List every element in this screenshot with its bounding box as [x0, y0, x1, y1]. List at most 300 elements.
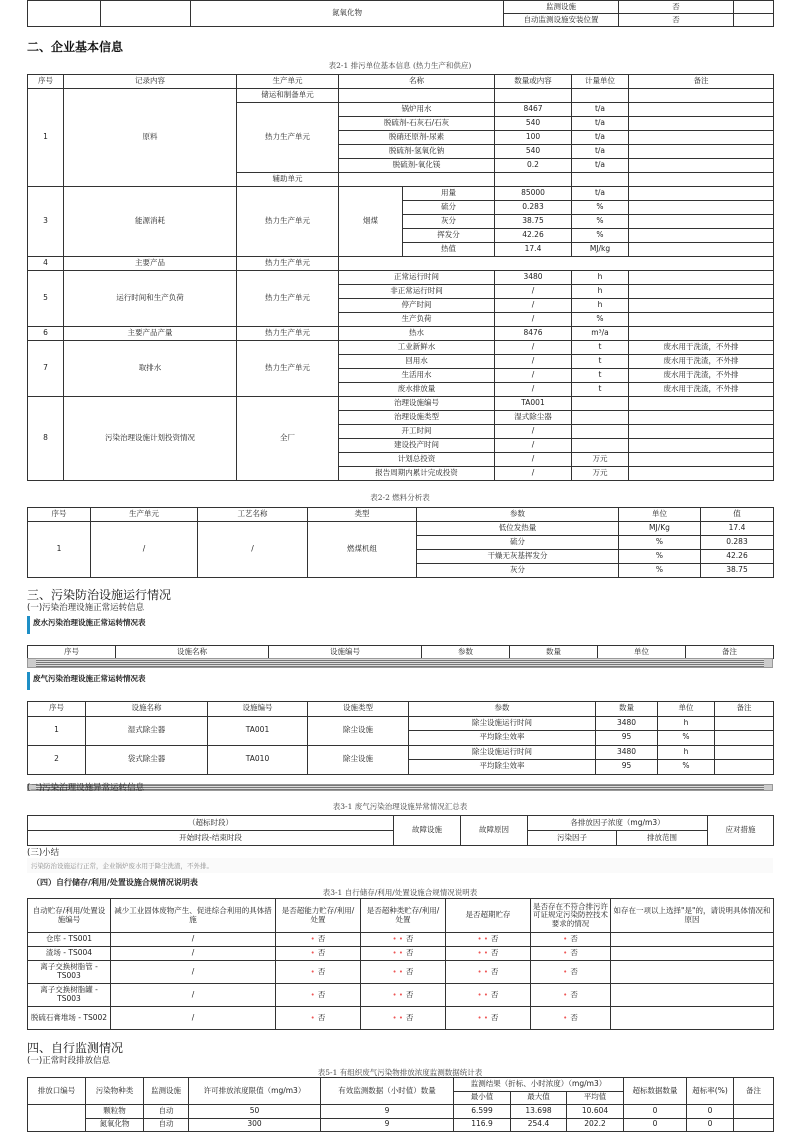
- cell-text: 设施编号: [330, 646, 360, 656]
- cell-text: t/a: [594, 118, 606, 128]
- cell-text: 监测设施: [546, 1, 576, 11]
- column-header: [658, 702, 715, 717]
- table-cell: [572, 215, 629, 229]
- cell-text: 硫分: [510, 537, 525, 547]
- table-row: [28, 1007, 774, 1030]
- table-cell: [629, 341, 774, 355]
- cell-text: 参数: [494, 703, 510, 713]
- table-cell: [572, 187, 629, 201]
- cell-text: 38.75: [726, 565, 748, 575]
- table-row: [28, 1118, 774, 1132]
- table-cell: [446, 947, 531, 961]
- table-cell: [619, 14, 734, 27]
- table-cell: [339, 439, 495, 453]
- cell-text: 单位: [678, 703, 694, 713]
- cell-text: 17.4: [728, 523, 746, 533]
- cell-text: 灰分: [441, 216, 456, 226]
- column-header: [528, 831, 617, 846]
- cell-text: 设施名称: [177, 646, 207, 656]
- cell-text: 序号: [51, 509, 67, 519]
- table-cell: [28, 257, 64, 271]
- table-cell: [629, 229, 774, 243]
- table-cell: [629, 271, 774, 285]
- cell-text: 储运和制备单元: [261, 90, 314, 100]
- column-header: [528, 816, 708, 831]
- table-row: [28, 961, 774, 984]
- column-header: [28, 702, 86, 717]
- column-header: [531, 899, 611, 933]
- cell-text: /: [531, 286, 535, 296]
- cell-text: /: [191, 1012, 195, 1022]
- cell-text: 灰分: [510, 565, 525, 575]
- cell-text: 数量: [546, 646, 561, 656]
- table-cell: [572, 453, 629, 467]
- table-cell: [64, 397, 237, 481]
- cell-text: t: [598, 356, 602, 366]
- cell-text: 序号: [38, 76, 53, 86]
- table-row: [28, 341, 774, 355]
- cell-text: 备注: [722, 646, 737, 656]
- cell-text: 取排水: [138, 363, 162, 373]
- table-cell: [361, 984, 446, 1007]
- cell-text: 9: [384, 1105, 390, 1115]
- table-cell: [409, 760, 596, 775]
- table-cell: [144, 1105, 189, 1119]
- cell-text: 非正常运行时间: [390, 286, 443, 296]
- table-cell: [417, 564, 619, 578]
- cell-text: 热力生产单元: [265, 258, 310, 268]
- table-cell: [361, 1007, 446, 1030]
- table-cell: [495, 159, 572, 173]
- table-cell: [64, 187, 237, 257]
- table-storage-compliance: [27, 898, 773, 1030]
- table-cell: [715, 731, 774, 746]
- table-cell: [237, 103, 339, 173]
- column-header: [276, 899, 361, 933]
- cell-text: 自动贮存/利用/处置设施编号: [32, 905, 106, 924]
- table-cell: [208, 745, 308, 774]
- table-cell: [339, 117, 495, 131]
- cell-text: 脱硫剂-氧化镁: [392, 160, 441, 170]
- cell-text: 废水排放量: [397, 384, 436, 394]
- cell-text: 故障设施: [412, 825, 442, 835]
- cell-text: /: [191, 966, 195, 976]
- cell-text: /: [531, 356, 535, 366]
- required-marker-icon: •: [310, 949, 315, 958]
- column-header: [454, 1091, 511, 1105]
- table-cell: [495, 173, 572, 187]
- cell-text: 监测结果（折标、小时浓度）（mg/m3）: [470, 1078, 607, 1088]
- cell-text: 9: [384, 1119, 390, 1129]
- required-marker-icon: • •: [477, 1013, 488, 1022]
- table-cell: [237, 187, 339, 257]
- cell-text: 辅助单元: [272, 174, 303, 184]
- cell-text: 17.4: [524, 244, 542, 254]
- table-cell: [28, 716, 86, 745]
- cell-text: 值: [733, 509, 741, 519]
- table-cell: [111, 947, 276, 961]
- required-marker-icon: •: [310, 1013, 315, 1022]
- table-cell: [339, 131, 495, 145]
- cell-text: 自动监测设施安装位置: [523, 14, 599, 24]
- cell-text: 否: [317, 934, 326, 944]
- cell-text: 序号: [49, 703, 64, 713]
- table-cell: [339, 453, 495, 467]
- cell-text: 自动: [158, 1119, 174, 1129]
- table-cell: [339, 285, 495, 299]
- required-marker-icon: • •: [392, 1013, 403, 1022]
- cell-text: TA010: [245, 754, 270, 764]
- cell-text: 湿式除尘器: [127, 725, 166, 735]
- cell-text: t/a: [594, 146, 606, 156]
- cell-text: 13.698: [525, 1105, 552, 1115]
- cell-text: 计划总投资: [397, 454, 436, 464]
- table-cell: [611, 961, 774, 984]
- table-row: [28, 397, 774, 411]
- cell-text: 0: [652, 1119, 658, 1129]
- table-cell: [495, 89, 572, 103]
- cell-text: 备注: [693, 76, 709, 86]
- cell-text: /: [191, 989, 195, 999]
- cell-text: 8467: [523, 104, 543, 114]
- table-cell: [339, 425, 495, 439]
- table-cell: [629, 159, 774, 173]
- cell-text: /: [531, 384, 535, 394]
- cell-text: h: [597, 286, 603, 296]
- cell-text: MJ/kg: [589, 244, 611, 254]
- table-cell: [64, 327, 237, 341]
- table-cell: [511, 1105, 567, 1119]
- cell-text: 名称: [409, 76, 424, 86]
- table-cell: [629, 285, 774, 299]
- cell-text: 低位发热量: [498, 523, 537, 533]
- table-row: [28, 933, 774, 947]
- table-cell: [495, 103, 572, 117]
- table-cell: [629, 369, 774, 383]
- column-header: [619, 508, 701, 522]
- cell-text: 设施类型: [343, 703, 373, 713]
- column-header: [208, 702, 308, 717]
- column-header: [28, 508, 91, 522]
- table-cell: [64, 257, 237, 271]
- accent-bar: [27, 672, 30, 690]
- cell-text: 减少工业固体废物产生、促进综合利用的具体措施: [114, 905, 272, 924]
- table-cell: [629, 201, 774, 215]
- table-cell: [734, 14, 774, 27]
- table-cell: [339, 299, 495, 313]
- cell-text: 仓库 - TS001: [45, 934, 93, 944]
- wastewater-table-scrollbar[interactable]: [27, 658, 773, 668]
- cell-text: TA001: [521, 398, 545, 408]
- table31b-grid: [27, 898, 774, 1030]
- cell-text: 2: [54, 754, 59, 764]
- table-cell: [572, 285, 629, 299]
- table-cell: [572, 117, 629, 131]
- table-cell: [495, 285, 572, 299]
- table-cell: [572, 439, 629, 453]
- cell-text: 平均值: [583, 1092, 607, 1102]
- table-cell: [64, 341, 237, 397]
- table-cell: [111, 1007, 276, 1030]
- table-cell: [339, 313, 495, 327]
- table-cell: [629, 103, 774, 117]
- cell-text: /: [531, 468, 535, 478]
- table-cell: [701, 522, 774, 536]
- column-header: [629, 75, 774, 89]
- cell-text: %: [682, 732, 690, 742]
- table-cell: [495, 187, 572, 201]
- column-header: [116, 646, 269, 659]
- wastewater_table-grid: [27, 645, 774, 659]
- cell-text: TA001: [245, 725, 270, 735]
- top-monitoring-table: [27, 0, 773, 27]
- cell-text: 否: [405, 966, 414, 976]
- cell-text: 污染因子: [557, 832, 587, 842]
- section-3-sub-2: (二)污染治理设施异常运转信息: [27, 783, 145, 793]
- cell-text: 是否存在不符合排污许可证规定污染防控技术要求的情况: [533, 901, 608, 928]
- table-cell: [701, 550, 774, 564]
- cell-text: 否: [570, 966, 578, 976]
- table-cell: [495, 341, 572, 355]
- cell-text: 否: [317, 989, 326, 999]
- table-cell: [531, 984, 611, 1007]
- table-cell: [454, 1105, 511, 1119]
- cell-text: 应对措施: [725, 825, 756, 835]
- table-cell: [28, 327, 64, 341]
- cell-text: 3480: [523, 272, 543, 282]
- table-cell: [237, 341, 339, 397]
- required-marker-icon: • •: [392, 935, 403, 944]
- cell-text: 锅炉用水: [401, 104, 432, 114]
- cell-text: 除尘设施: [343, 725, 373, 735]
- table-cell: [64, 271, 237, 327]
- table-cell: [28, 984, 111, 1007]
- wastegas_table-grid: [27, 701, 774, 775]
- table-cell: [687, 1118, 734, 1132]
- cell-text: 1: [43, 132, 48, 142]
- cell-text: 8: [43, 433, 48, 443]
- cell-text: h: [683, 746, 689, 756]
- table-cell: [409, 731, 596, 746]
- table-cell: [495, 215, 572, 229]
- table31-grid: [27, 815, 774, 846]
- cell-text: 生产单元: [129, 509, 159, 519]
- wastegas-table-label: 废气污染治理设施正常运转情况表: [33, 674, 146, 683]
- column-header: [321, 1078, 454, 1105]
- table-cell: [339, 159, 495, 173]
- column-header: [598, 646, 686, 659]
- table-cell: [619, 1, 734, 14]
- column-header: [28, 816, 394, 831]
- table-row: [28, 716, 774, 731]
- column-header: [189, 1078, 321, 1105]
- wastewater-table: [27, 645, 773, 659]
- cell-text: 热值: [441, 244, 456, 254]
- column-header: [510, 646, 598, 659]
- column-header: [86, 1078, 144, 1105]
- table-cell: [658, 745, 715, 760]
- cell-text: 正常运行时间: [394, 272, 439, 282]
- column-header: [198, 508, 308, 522]
- table-cell: [28, 271, 64, 327]
- cell-text: 否: [570, 1012, 578, 1022]
- table-cell: [715, 760, 774, 775]
- wastegas-table: [27, 701, 773, 775]
- required-marker-icon: • •: [392, 967, 403, 976]
- cell-text: 热力生产单元: [265, 216, 310, 226]
- table-2-1-basic-info: [27, 74, 773, 481]
- summary-text: 污染防治设施运行正常，企业锅炉废水用于降尘洗渣，不外排。: [27, 858, 773, 873]
- cell-text: 0: [707, 1119, 713, 1129]
- required-marker-icon: • •: [477, 990, 488, 999]
- section-3-sub-4: （四）自行储存/利用/处置设施合规情况说明表: [32, 878, 198, 887]
- cell-text: /: [531, 370, 535, 380]
- table-cell: [28, 522, 91, 578]
- table-cell: [629, 411, 774, 425]
- table-cell: [64, 89, 237, 187]
- table-cell: [339, 397, 495, 411]
- cell-text: %: [596, 230, 604, 240]
- table-cell: [339, 103, 495, 117]
- table-cell: [339, 257, 774, 271]
- table51-grid: [27, 1077, 774, 1132]
- table-cell: [339, 145, 495, 159]
- cell-text: 颗粒物: [103, 1105, 126, 1115]
- cell-text: 用量: [441, 188, 456, 198]
- cell-text: h: [597, 272, 603, 282]
- column-header: [686, 646, 774, 659]
- column-header: [454, 1078, 624, 1092]
- required-marker-icon: •: [563, 949, 568, 958]
- table-5-1-emissions: [27, 1077, 773, 1132]
- table-row: [28, 745, 774, 760]
- table-cell: [629, 327, 774, 341]
- cell-text: 脱硫剂-氢氧化钠: [388, 146, 445, 156]
- table-cell: [495, 145, 572, 159]
- table-cell: [495, 327, 572, 341]
- table-cell: [629, 467, 774, 481]
- table-cell: [321, 1118, 454, 1132]
- table-cell: [339, 383, 495, 397]
- column-header: [495, 75, 572, 89]
- column-header: [715, 702, 774, 717]
- cell-text: 否: [490, 948, 499, 958]
- cell-text: 热力生产单元: [265, 132, 310, 142]
- column-header: [361, 899, 446, 933]
- table-cell: [495, 201, 572, 215]
- table-cell: [417, 550, 619, 564]
- table-cell: [629, 355, 774, 369]
- table-cell: [237, 89, 339, 103]
- cell-text: 脱硫剂-石灰石/石灰: [383, 118, 450, 128]
- cell-text: m³/a: [591, 328, 609, 338]
- cell-text: 0.283: [522, 202, 544, 212]
- column-header: [687, 1078, 734, 1105]
- cell-text: 95: [621, 761, 632, 771]
- table-cell: [495, 425, 572, 439]
- cell-text: /: [531, 342, 535, 352]
- header-row: [28, 816, 774, 831]
- section-3-title: 三、污染防治设施运行情况: [27, 588, 172, 602]
- header-row: [28, 702, 774, 717]
- cell-text: 袋式除尘器: [127, 754, 166, 764]
- required-marker-icon: • •: [477, 935, 488, 944]
- table-cell: [572, 299, 629, 313]
- column-header: [511, 1091, 567, 1105]
- table-cell: [495, 383, 572, 397]
- cell-text: 计量单位: [585, 76, 615, 86]
- table-cell: [572, 229, 629, 243]
- table-cell: [495, 397, 572, 411]
- column-header: [422, 646, 510, 659]
- table-cell: [495, 117, 572, 131]
- cell-text: 0: [652, 1105, 658, 1115]
- cell-text: 废水用于洗渣，不外排: [663, 342, 739, 352]
- cell-text: 3480: [616, 746, 637, 756]
- cell-text: 排放口编号: [37, 1085, 76, 1095]
- section-3-sub-1: (一)污染治理设施正常运转信息: [27, 603, 145, 613]
- cell-text: 热水: [409, 328, 424, 338]
- cell-text: 主要产品: [135, 258, 165, 268]
- cell-text: （超标时段）: [188, 817, 233, 827]
- column-header: [269, 646, 422, 659]
- cell-text: 否: [317, 966, 326, 976]
- table-row: [28, 1105, 774, 1119]
- table-cell: [624, 1105, 687, 1119]
- table-cell: [629, 397, 774, 411]
- column-header: [144, 1078, 189, 1105]
- table-cell: [629, 383, 774, 397]
- table-cell: [86, 716, 208, 745]
- table-row: [28, 187, 774, 201]
- table-cell: [339, 173, 495, 187]
- table-row: [28, 1, 774, 14]
- table-cell: [572, 341, 629, 355]
- table-cell: [572, 397, 629, 411]
- cell-text: 1: [54, 725, 59, 735]
- table-cell: [339, 411, 495, 425]
- cell-text: 否: [405, 989, 414, 999]
- table-cell: [734, 1, 774, 14]
- table-cell: [495, 467, 572, 481]
- cell-text: 建设投产时间: [394, 440, 439, 450]
- header-row: [28, 899, 774, 933]
- cell-text: /: [142, 544, 146, 554]
- cell-text: t/a: [594, 132, 606, 142]
- table-cell: [361, 947, 446, 961]
- column-header: [624, 1078, 687, 1105]
- column-header: [308, 508, 417, 522]
- cell-text: 否: [672, 14, 680, 24]
- table-cell: [572, 383, 629, 397]
- table-cell: [531, 961, 611, 984]
- cell-text: 否: [570, 934, 578, 944]
- table-cell: [572, 327, 629, 341]
- column-header: [64, 75, 237, 89]
- cell-text: 污染治理设施计划投资情况: [105, 433, 195, 443]
- header-row: [28, 508, 774, 522]
- table-cell: [495, 369, 572, 383]
- cell-text: 热力生产单元: [265, 363, 310, 373]
- cell-text: 单位: [652, 509, 667, 519]
- cell-text: 湿式除尘器: [514, 412, 552, 422]
- cell-text: h: [683, 717, 689, 727]
- cell-text: 540: [525, 118, 541, 128]
- table22-grid: [27, 507, 774, 578]
- cell-text: 100: [525, 132, 541, 142]
- column-header: [237, 75, 339, 89]
- table-cell: [572, 173, 629, 187]
